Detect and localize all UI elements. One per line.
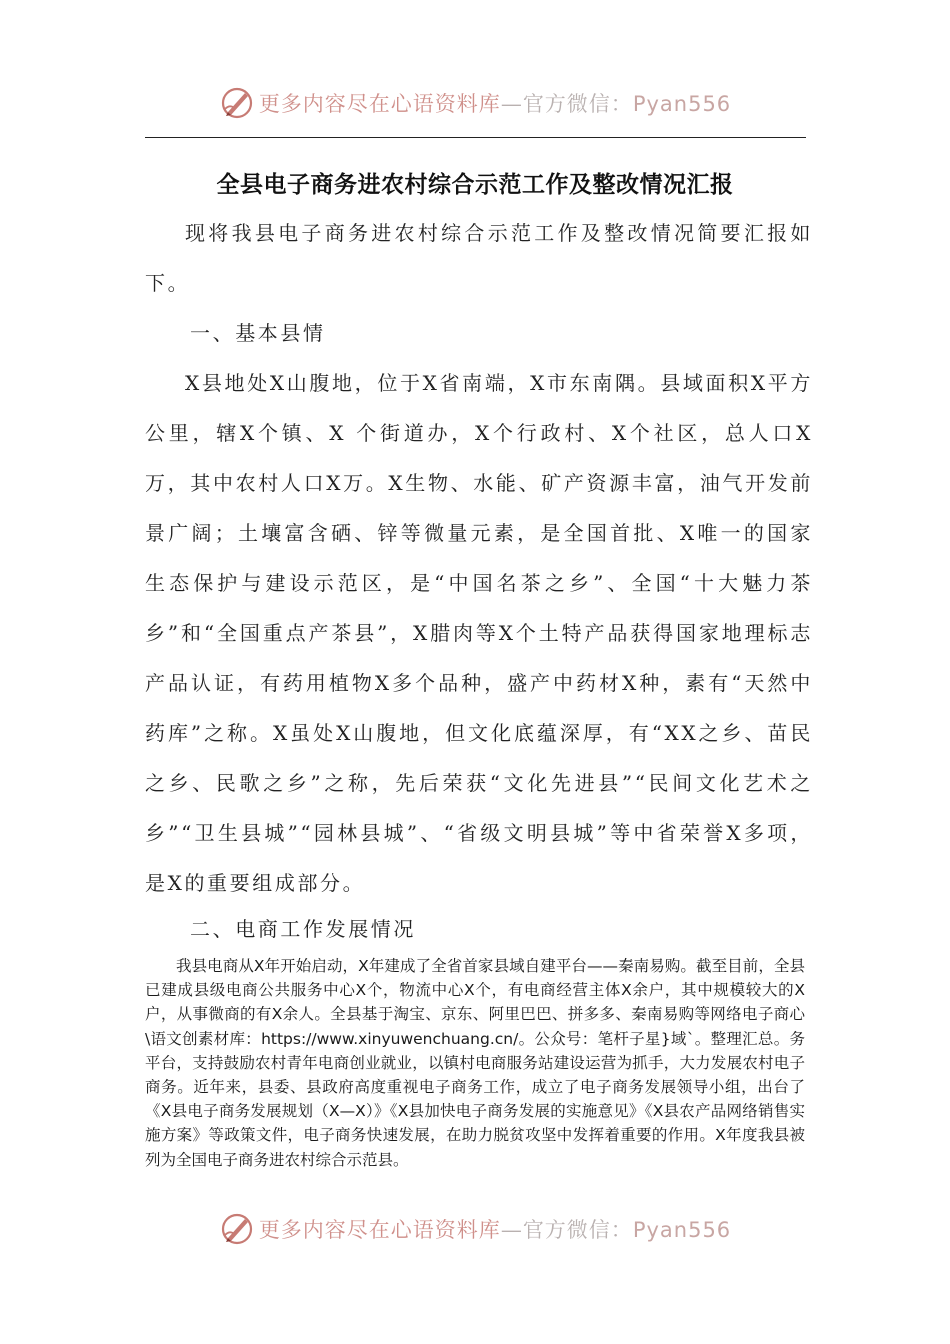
- section-2-paragraph: 我县电商从X年开始启动，X年建成了全省首家县域自建平台——秦南易购。截至目前，全县已建成县级电商公共服务中心X个，物流中心X个，有电商经营主体X余户，其中规模较大的X户，从事微商的有X余人。全县基于淘宝、京东、阿里巴巴、拼多多、秦南易购等网络电子商心\语文创素材库：https://www.xinyuwenchuang.cn/。公众号：笔杆子星}域`。整理汇总。务平台，支持鼓励农村青年电商创业就业，以镇村电商服务站建设运营为抓手，大力发展农村电子商务。近年来，县委、县政府高度重视电子商务工作，成立了电子商务发展领导小组，出台了《X县电子商务发展规划（X—X）》《X县加快电子商务发展的实施意见》《X县农产品网络销售实施方案》等政策文件，电子商务快速发展，在助力脱贫攻坚中发挥着重要的作用。X年度我县被列为全国电子商务进农村综合示范县。: [145, 957, 805, 1169]
- document-title: 全县电子商务进农村综合示范工作及整改情况汇报: [216, 172, 734, 198]
- banner-main-text: 更多内容尽在心语资料库: [258, 92, 501, 116]
- section-2-heading: 二、电商工作发展情况: [190, 917, 416, 941]
- banner-dash: —: [500, 92, 523, 116]
- banner-text: [259, 1214, 731, 1244]
- banner-main-text: 更多内容尽在心语资料库: [258, 1218, 501, 1242]
- header-rule: [145, 137, 806, 138]
- section-1-paragraph: X县地处X山腹地，位于X省南端，X市东南隅。县域面积X平方公里，辖X个镇、X 个街道办，X个行政村、X个社区，总人口X万，其中农村人口X万。X生物、水能、矿产资源丰富，油气开发前景广阔；土壤富含硒、锌等微量元素，是全国首批、X唯一的国家生态保护与建设示范区，是“中国名茶之乡”、全国“十大魅力茶乡”和“全国重点产茶县”，X腊肉等X个土特产品获得国家地理标志产品认证，有药用植物X多个品种，盛产中药材X种，素有“天然中药库”之称。X虽处X山腹地，但文化底蕴深厚，有“XX之乡、苗民之乡、民歌之乡”之称，先后荣获“文化先进县”“民间文化艺术之乡”“卫生县城”“园林县城”、“省级文明县城”等中省荣誉X多项，是X的重要组成部分。: [145, 371, 813, 895]
- banner-account: Pyan556: [632, 1218, 732, 1242]
- banner-sub-text: 官方微信：: [522, 92, 633, 116]
- pen-logo-icon: [219, 85, 255, 121]
- header-banner: [0, 78, 950, 128]
- banner-sub-text: 官方微信：: [522, 1218, 633, 1242]
- pen-logo-icon: [219, 1211, 255, 1247]
- intro-block: [145, 208, 813, 308]
- intro-paragraph: 现将我县电子商务进农村综合示范工作及整改情况简要汇报如下。: [145, 221, 813, 295]
- section-1-heading: 一、基本县情: [190, 321, 326, 345]
- banner-text: [259, 88, 731, 118]
- section-1-block: [145, 358, 813, 908]
- banner-dash: —: [500, 1218, 523, 1242]
- banner-account: Pyan556: [632, 92, 732, 116]
- section-2-block: [145, 954, 805, 1172]
- footer-banner: [0, 1204, 950, 1254]
